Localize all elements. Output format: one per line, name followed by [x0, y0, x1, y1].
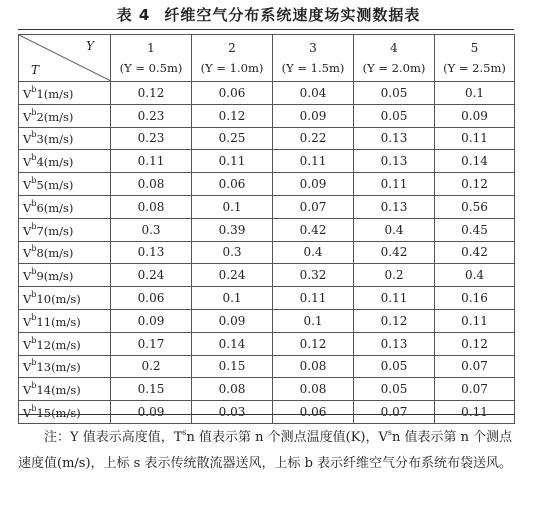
table-cell: 0.42	[435, 241, 515, 264]
column-header-4	[354, 35, 435, 82]
table-cell: 0.06	[111, 287, 192, 310]
row-label-text: 7(m/s)	[36, 223, 74, 238]
row-label-text: 5(m/s)	[36, 178, 74, 193]
table-row	[19, 287, 515, 310]
table-cell: 0.4	[354, 218, 435, 241]
column-header-3	[273, 35, 354, 82]
column-index: 3	[309, 41, 317, 55]
table-row	[19, 82, 515, 105]
table-cell: 0.16	[435, 287, 515, 310]
table-cell: 0.24	[111, 264, 192, 287]
row-label	[19, 287, 111, 310]
column-height: (Y = 2.0m)	[362, 61, 426, 75]
table-number: 表 4	[116, 6, 151, 24]
table-cell: 0.1	[273, 309, 354, 332]
row-label-text: 12(m/s)	[36, 337, 81, 352]
velocity-data-table	[18, 34, 515, 424]
table-row	[19, 173, 515, 196]
table-cell: 0.13	[354, 195, 435, 218]
row-label	[19, 241, 111, 264]
table-cell: 0.11	[435, 127, 515, 150]
table-cell: 0.13	[354, 127, 435, 150]
corner-row-label: T	[31, 63, 40, 77]
table-cell: 0.05	[354, 104, 435, 127]
row-label-superscript: b	[31, 290, 37, 300]
row-label-prefix: V	[23, 223, 32, 238]
table-cell: 0.05	[354, 82, 435, 105]
row-label-superscript: b	[31, 153, 37, 163]
table-cell: 0.14	[192, 332, 273, 355]
row-label-prefix: V	[23, 360, 32, 375]
table-cell: 0.42	[354, 241, 435, 264]
row-label-superscript: b	[31, 335, 37, 345]
row-label-text: 9(m/s)	[36, 269, 74, 284]
table-cell: 0.1	[192, 195, 273, 218]
table-cell: 0.07	[435, 378, 515, 401]
table-cell: 0.1	[192, 287, 273, 310]
row-label-text: 10(m/s)	[36, 292, 81, 307]
header-row	[19, 35, 515, 82]
row-label	[19, 218, 111, 241]
table-cell: 0.32	[273, 264, 354, 287]
table-row	[19, 241, 515, 264]
row-label-text: 6(m/s)	[36, 200, 74, 215]
table-cell: 0.09	[111, 309, 192, 332]
column-header-5	[435, 35, 515, 82]
column-height: (Y = 1.0m)	[200, 61, 264, 75]
table-cell: 0.2	[354, 264, 435, 287]
row-label-prefix: V	[23, 269, 32, 284]
table-cell: 0.07	[354, 401, 435, 424]
table-cell: 0.09	[435, 104, 515, 127]
row-label-superscript: b	[31, 244, 37, 254]
row-label-superscript: b	[31, 198, 37, 208]
table-cell: 0.11	[354, 173, 435, 196]
table-cell: 0.4	[273, 241, 354, 264]
row-label-superscript: b	[31, 221, 37, 231]
table-cell: 0.39	[192, 218, 273, 241]
table-cell: 0.11	[273, 150, 354, 173]
table-title	[0, 4, 537, 25]
row-label-text: 14(m/s)	[36, 383, 81, 398]
table-cell: 0.04	[273, 82, 354, 105]
row-label-text: 13(m/s)	[36, 360, 81, 375]
table-cell: 0.08	[111, 173, 192, 196]
table-cell: 0.11	[435, 401, 515, 424]
row-label-prefix: V	[23, 86, 32, 101]
table-cell: 0.4	[435, 264, 515, 287]
table-cell: 0.11	[273, 287, 354, 310]
row-label-prefix: V	[23, 178, 32, 193]
bottom-rule	[18, 414, 514, 415]
row-label-prefix: V	[23, 200, 32, 215]
table-cell: 0.12	[273, 332, 354, 355]
row-label-superscript: b	[31, 84, 37, 94]
column-index: 5	[470, 41, 479, 55]
table-cell: 0.09	[273, 104, 354, 127]
row-label	[19, 309, 111, 332]
note-part-3: n 值表示第 n 个测点速度值(m/s)，上标 s 表示传统散流器送风，上标 b 表示纤维空气分布系统布袋送风。	[18, 430, 513, 471]
row-label	[19, 82, 111, 105]
row-label-superscript: b	[31, 267, 37, 277]
row-label-superscript: b	[31, 107, 37, 117]
row-label	[19, 150, 111, 173]
column-index: 2	[228, 41, 236, 55]
row-label	[19, 264, 111, 287]
table-row	[19, 378, 515, 401]
row-label	[19, 173, 111, 196]
row-label-superscript: b	[31, 404, 37, 414]
table-cell: 0.09	[111, 401, 192, 424]
row-label-superscript: b	[31, 130, 37, 140]
row-label-superscript: b	[31, 358, 37, 368]
column-height: (Y = 2.5m)	[443, 61, 506, 75]
note-part-2: n 值表示第 n 个测点温度值(K)，V	[186, 430, 388, 445]
table-row	[19, 218, 515, 241]
table-cell: 0.08	[111, 195, 192, 218]
table-row	[19, 127, 515, 150]
table-cell: 0.06	[192, 173, 273, 196]
column-header-2	[192, 35, 273, 82]
table-cell: 0.1	[435, 82, 515, 105]
row-label-text: 1(m/s)	[36, 86, 74, 101]
row-label-text: 2(m/s)	[36, 109, 74, 124]
corner-cell	[19, 35, 111, 82]
row-label	[19, 378, 111, 401]
table-note	[18, 420, 518, 477]
table-cell: 0.12	[111, 82, 192, 105]
table-cell: 0.45	[435, 218, 515, 241]
table-cell: 0.08	[273, 355, 354, 378]
table-cell: 0.2	[111, 355, 192, 378]
note-sup-1: s	[182, 428, 187, 437]
table-cell: 0.05	[354, 355, 435, 378]
table-cell: 0.05	[354, 378, 435, 401]
table-cell: 0.12	[435, 332, 515, 355]
row-label-prefix: V	[23, 406, 32, 421]
column-index: 1	[147, 41, 155, 55]
row-label	[19, 355, 111, 378]
table-cell: 0.13	[354, 150, 435, 173]
table-cell: 0.12	[192, 104, 273, 127]
note-part-1: 注：Y 值表示高度值，T	[44, 430, 183, 445]
table-body	[19, 35, 515, 424]
table-cell: 0.11	[192, 150, 273, 173]
table-cell: 0.42	[273, 218, 354, 241]
table-cell: 0.09	[273, 173, 354, 196]
row-label-superscript: b	[31, 176, 37, 186]
row-label-superscript: b	[31, 381, 37, 391]
table-cell: 0.06	[192, 82, 273, 105]
table-cell: 0.03	[192, 401, 273, 424]
table-cell: 0.15	[192, 355, 273, 378]
row-label	[19, 195, 111, 218]
table-row	[19, 150, 515, 173]
row-label-text: 3(m/s)	[36, 132, 74, 147]
corner-col-label: Y	[86, 39, 94, 53]
row-label-text: 11(m/s)	[36, 314, 81, 329]
column-height: (Y = 1.5m)	[281, 61, 345, 75]
table-cell: 0.12	[354, 309, 435, 332]
table-cell: 0.08	[273, 378, 354, 401]
table-cell: 0.13	[111, 241, 192, 264]
table-cell: 0.25	[192, 127, 273, 150]
table-cell: 0.17	[111, 332, 192, 355]
top-rule	[18, 29, 514, 30]
table-cell: 0.07	[435, 355, 515, 378]
table-cell: 0.15	[111, 378, 192, 401]
row-label-prefix: V	[23, 337, 32, 352]
table-row	[19, 104, 515, 127]
table-cell: 0.22	[273, 127, 354, 150]
column-height: (Y = 0.5m)	[119, 61, 183, 75]
table-row	[19, 332, 515, 355]
row-label-prefix: V	[23, 246, 32, 261]
note-sup-2: s	[387, 428, 392, 437]
table-row	[19, 355, 515, 378]
table-row	[19, 309, 515, 332]
row-label-prefix: V	[23, 292, 32, 307]
table-cell: 0.09	[192, 309, 273, 332]
table-row	[19, 195, 515, 218]
table-cell: 0.12	[435, 173, 515, 196]
row-label	[19, 127, 111, 150]
row-label-text: 15(m/s)	[36, 406, 81, 421]
table-cell: 0.08	[192, 378, 273, 401]
table-title-text: 纤维空气分布系统速度场实测数据表	[164, 6, 421, 24]
row-label-superscript: b	[31, 312, 37, 322]
column-index: 4	[390, 41, 398, 55]
row-label-prefix: V	[23, 314, 32, 329]
row-label-prefix: V	[23, 383, 32, 398]
table-cell: 0.14	[435, 150, 515, 173]
row-label-text: 8(m/s)	[36, 246, 74, 261]
table-cell: 0.07	[273, 195, 354, 218]
table-cell: 0.23	[111, 104, 192, 127]
table-cell: 0.11	[435, 309, 515, 332]
row-label-prefix: V	[23, 132, 32, 147]
column-header-1	[111, 35, 192, 82]
table-cell: 0.24	[192, 264, 273, 287]
table-row	[19, 264, 515, 287]
table-cell: 0.06	[273, 401, 354, 424]
row-label	[19, 104, 111, 127]
table-cell: 0.56	[435, 195, 515, 218]
table-cell: 0.11	[111, 150, 192, 173]
table-cell: 0.11	[354, 287, 435, 310]
row-label-prefix: V	[23, 155, 32, 170]
table-cell: 0.23	[111, 127, 192, 150]
table-cell: 0.3	[192, 241, 273, 264]
table-cell: 0.3	[111, 218, 192, 241]
row-label-text: 4(m/s)	[36, 155, 74, 170]
row-label-prefix: V	[23, 109, 32, 124]
table-cell: 0.13	[354, 332, 435, 355]
row-label	[19, 332, 111, 355]
